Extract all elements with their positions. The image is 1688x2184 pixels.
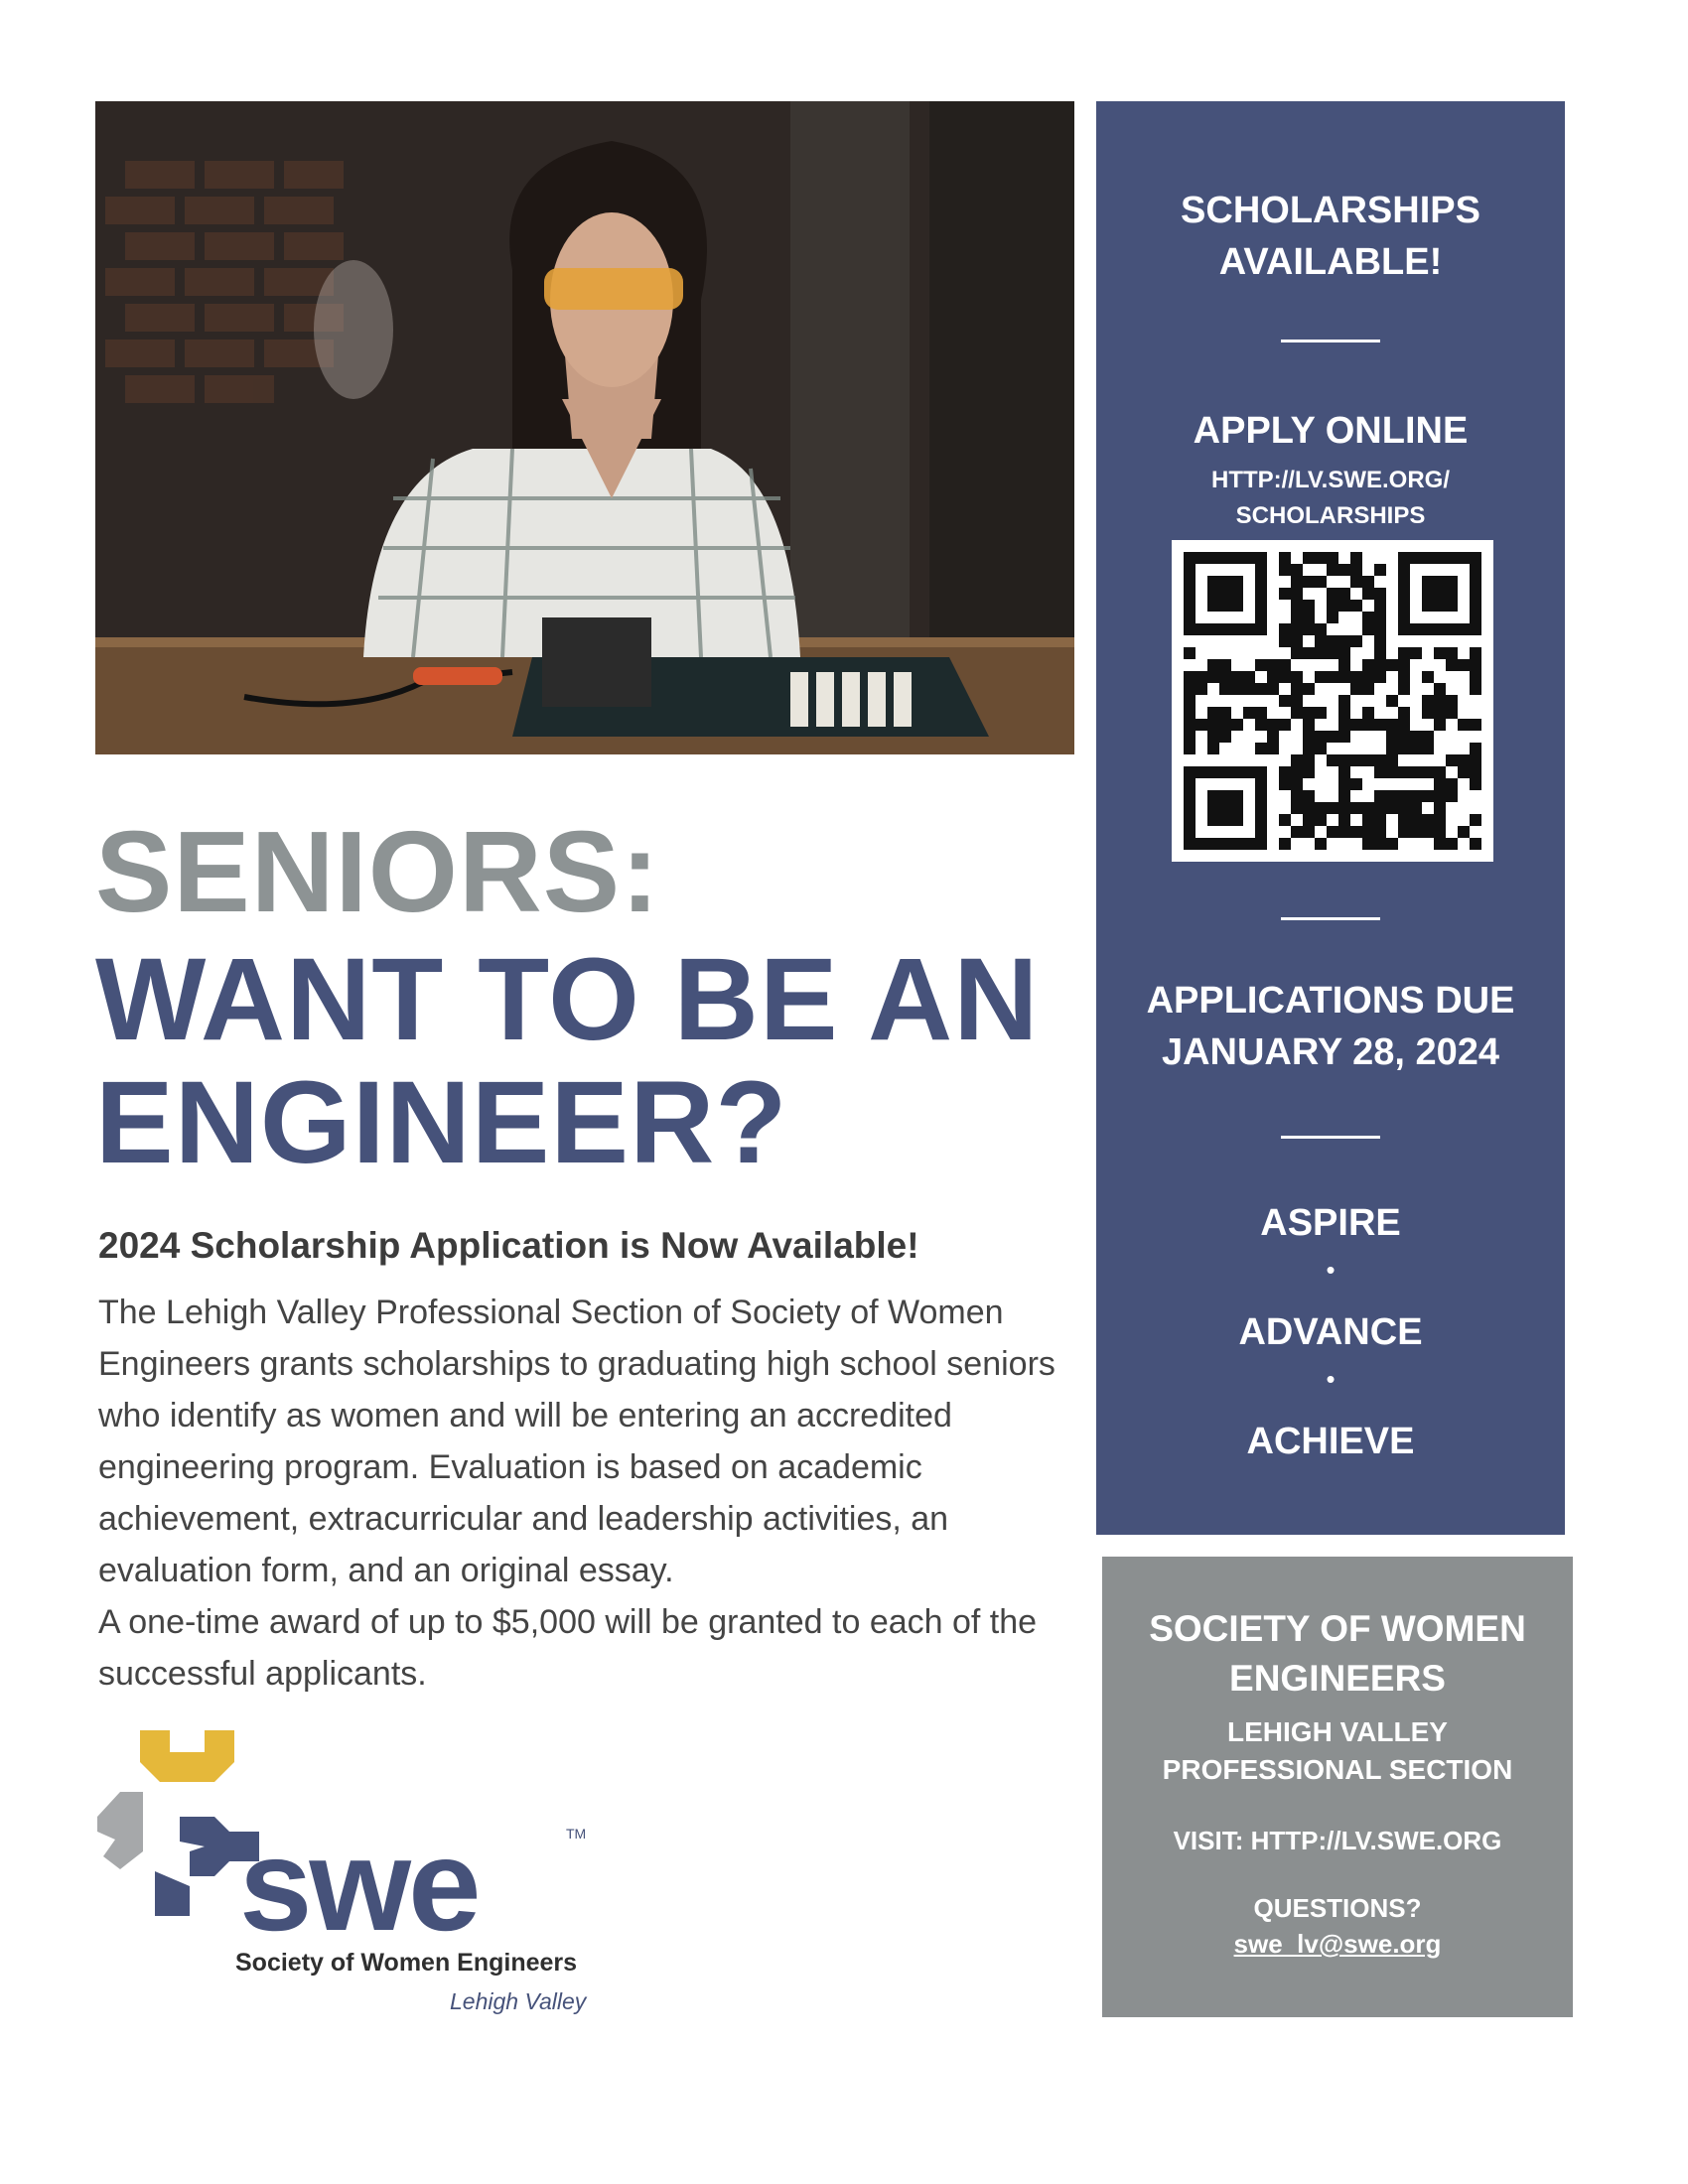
qr-code-graphic xyxy=(1172,540,1493,862)
apply-url-line-2: SCHOLARSHIPS xyxy=(1235,502,1426,529)
headline-line-2: WANT TO BE AN xyxy=(95,934,1040,1065)
scholarships-line-2: AVAILABLE! xyxy=(1218,241,1443,283)
qr-code-icon[interactable] xyxy=(1172,540,1493,862)
divider xyxy=(1281,1136,1380,1139)
bullet: • xyxy=(1326,1364,1336,1394)
logo-organization-name: Society of Women Engineers xyxy=(235,1949,578,1977)
bullet: • xyxy=(1326,1255,1336,1285)
body-paragraph-1: The Lehigh Valley Professional Section of Society of Women Engineers grants scholarships to graduating high school seniors who identify as women and will be entering an accredited engineering program. Evaluation is based on academic achievement, extracurricular and leadership activities, an evaluation form, and an original essay. xyxy=(98,1294,1055,1589)
swe-logo xyxy=(95,1722,612,2020)
info-title xyxy=(1102,1604,1573,1704)
subheading: 2024 Scholarship Application is Now Available! xyxy=(98,1225,919,1266)
visit-website-link[interactable]: VISIT: HTTP://LV.SWE.ORG xyxy=(1173,1826,1502,1855)
motto-achieve: ACHIEVE xyxy=(1246,1421,1415,1462)
hero-photo xyxy=(95,101,1074,754)
apply-url[interactable] xyxy=(1096,463,1565,534)
email-link[interactable]: swe_lv@swe.org xyxy=(1233,1929,1442,1959)
divider xyxy=(1281,340,1380,342)
apply-url-line-1: HTTP://LV.SWE.ORG/ xyxy=(1210,467,1450,493)
hero-photo-illustration xyxy=(95,101,1074,754)
headline-line-3: ENGINEER? xyxy=(95,1057,788,1188)
scholarship-sidebar xyxy=(1096,101,1565,1535)
contact-email xyxy=(1102,1926,1573,1962)
info-section xyxy=(1102,1713,1573,1789)
motto-aspire: ASPIRE xyxy=(1260,1202,1401,1244)
swe-wordmark: swe xyxy=(239,1812,479,1958)
due-line-2: JANUARY 28, 2024 xyxy=(1161,1031,1500,1073)
applications-due xyxy=(1096,975,1565,1078)
logo-section-name: Lehigh Valley xyxy=(450,1988,587,2014)
divider xyxy=(1281,917,1380,920)
trademark-symbol: TM xyxy=(566,1826,587,1842)
questions-label: QUESTIONS? xyxy=(1253,1893,1422,1923)
scholarships-heading xyxy=(1096,185,1565,288)
body-text xyxy=(98,1287,1081,1700)
contact-box xyxy=(1102,1557,1573,2017)
headline xyxy=(95,807,1088,1188)
scholarships-line-1: SCHOLARSHIPS xyxy=(1181,190,1480,231)
info-section-line-2: PROFESSIONAL SECTION xyxy=(1162,1754,1513,1785)
body-paragraph-2: A one-time award of up to $5,000 will be granted to each of the successful applicants. xyxy=(98,1603,1038,1693)
headline-line-1: SENIORS: xyxy=(95,807,660,936)
info-title-line-1: SOCIETY OF WOMEN xyxy=(1149,1608,1526,1649)
info-section-line-1: LEHIGH VALLEY xyxy=(1227,1716,1448,1747)
due-line-1: APPLICATIONS DUE xyxy=(1146,980,1515,1022)
motto-advance: ADVANCE xyxy=(1238,1311,1423,1353)
apply-online-heading: APPLY ONLINE xyxy=(1193,410,1469,452)
info-title-line-2: ENGINEERS xyxy=(1229,1658,1446,1699)
